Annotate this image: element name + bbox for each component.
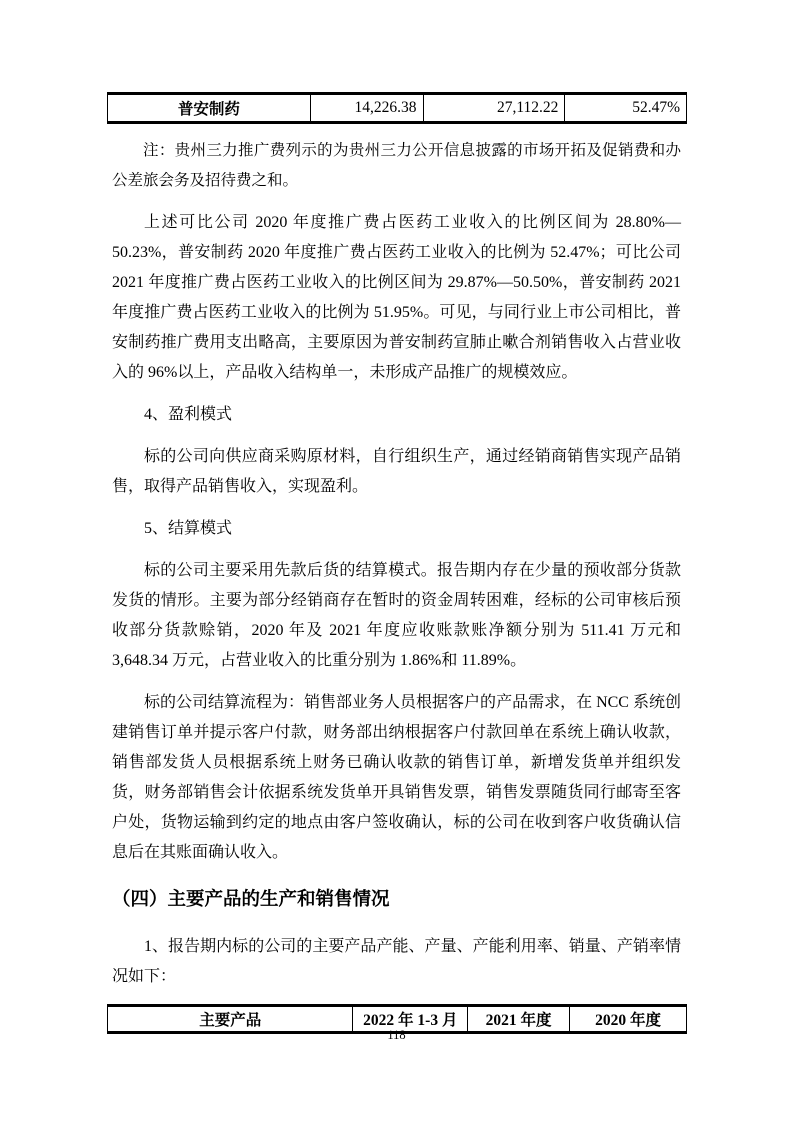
cell-value-2020: 14,226.38 <box>310 94 423 123</box>
cell-company-name: 普安制药 <box>108 94 311 123</box>
header-2022-q1: 2022 年 1-3 月 <box>353 1006 468 1033</box>
paragraph-promo-fee-comparison: 上述可比公司 2020 年度推广费占医药工业收入的比例区间为 28.80%—50.23%，普安制药 2020 年度推广费占医药工业收入的比例为 52.47%；可比公司 2021 年度推广费占医药工业收入的比例区间为 29.87%—50.50%，普安制药 2021 年度推广费占医药工业收入的比例为 51.95%。可见，与同行业上市公司相比，普安制药推广费用支出略高，主要原因为普安制药宣肺止嗽合剂销售收入占营业收入的 96%以上，产品收入结构单一，未形成产品推广的规模效应。 <box>112 214 681 381</box>
table-note: 注：贵州三力推广费列示的为贵州三力公开信息披露的市场开拓及促销费和办公差旅会务及招待费之和。 <box>112 142 681 189</box>
cell-value-2021: 27,112.22 <box>423 94 565 123</box>
paragraph-settlement-1: 标的公司主要采用先款后货的结算模式。报告期内存在少量的预收部分货款发货的情形。主要为部分经销商存在暂时的资金周转困难，经标的公司审核后预收部分货款赊销，2020 年及 2021 年度应收账款账净额分别为 511.41 万元和 3,648.34 万元，占营业收入的比重分别为 1.86%和 11.89%。 <box>112 562 681 669</box>
header-2021: 2021 年度 <box>468 1006 570 1033</box>
header-main-product: 主要产品 <box>108 1006 353 1033</box>
page-number: 118 <box>387 1028 406 1042</box>
paragraph-settlement-2: 标的公司结算流程为：销售部业务人员根据客户的产品需求，在 NCC 系统创建销售订单并提示客户付款，财务部出纳根据客户付款回单在系统上确认收款，销售部发货人员根据系统上财务已确认收款的销售订单，新增发货单并组织发货，财务部销售会计依据系统发货单开具销售发票，销售发票随货同行邮寄至客户处，货物运输到约定的地点由客户签收确认，标的公司在收到客户收货确认信息后在其账面确认收入。 <box>112 694 681 861</box>
table-row-puan-pharma <box>108 94 687 123</box>
paragraph-profit-model: 标的公司向供应商采购原材料，自行组织生产，通过经销商销售实现产品销售，取得产品销售收入，实现盈利。 <box>112 448 681 495</box>
paragraph-capacity-intro: 1、报告期内标的公司的主要产品产能、产量、产能利用率、销量、产销率情况如下： <box>112 938 681 985</box>
page-content <box>107 92 687 1034</box>
promo-fee-comparison-table <box>107 92 687 124</box>
cell-ratio: 52.47% <box>565 94 687 123</box>
sub-heading-settlement-model: 5、结算模式 <box>144 520 233 537</box>
header-2020: 2020 年度 <box>570 1006 687 1033</box>
sub-heading-profit-model: 4、盈利模式 <box>144 406 233 423</box>
section-heading-production-sales: （四）主要产品的生产和销售情况 <box>112 888 390 909</box>
